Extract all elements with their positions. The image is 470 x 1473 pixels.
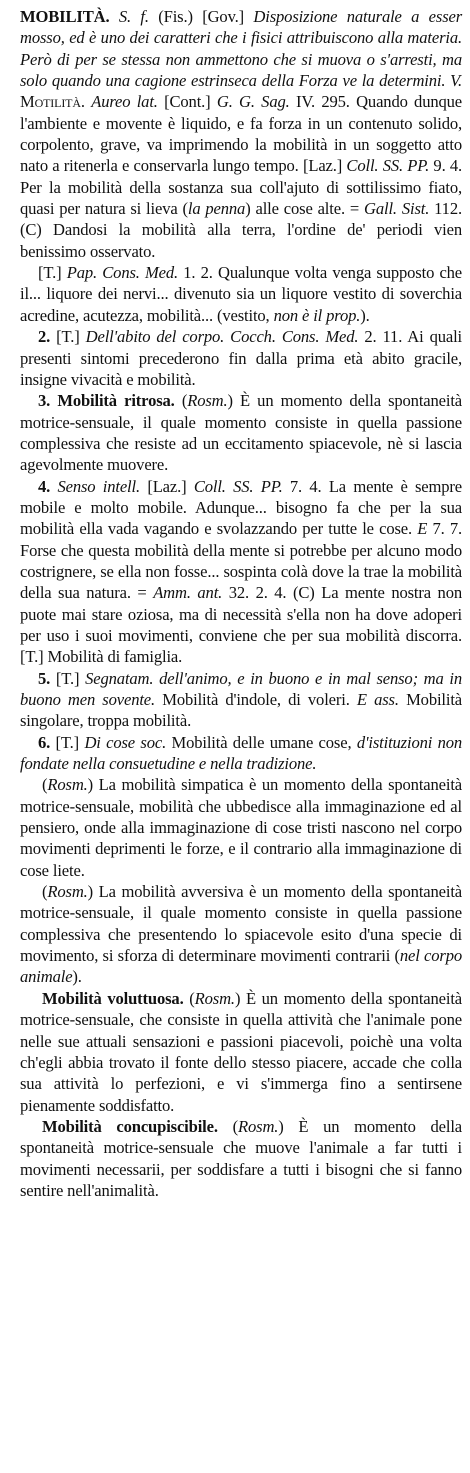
subentry-concupiscibile — [20, 1116, 462, 1201]
sense-label: Senso intell. — [57, 476, 140, 496]
entry-paragraph — [20, 881, 462, 988]
citation-tag: [Laz.] — [147, 476, 187, 496]
citation-text: 32. 2. 4. (C) La mente nostra non puote mai stare oziosa, ma di necessità s'ella non ha dove adoperi per uso i suoi movimenti, conviene che per sua mobilità discorra. [T.] Mobilità di famiglia. — [20, 583, 462, 667]
domain-tags: (Fis.) [Gov.] — [158, 7, 245, 26]
sense-label: E ass. — [356, 690, 399, 709]
citation-source: Rosm. — [187, 391, 228, 411]
citation-text: ( — [181, 391, 188, 411]
citation-text: Mobilità singolare, troppa mobilità. — [20, 690, 463, 731]
citation-source: Rosm. — [47, 882, 88, 902]
citation-text: Mobilità delle umane cose, — [171, 732, 352, 752]
sense-number: 5. — [38, 668, 51, 688]
citation-source: Rosm. — [194, 988, 235, 1008]
sense-4 — [20, 476, 462, 668]
citation-text: ( — [42, 775, 48, 795]
sense-label: Segnatam. dell'animo, e in buono e in mal senso; ma in buono men sovente. — [20, 668, 462, 709]
sense-label: Dell'abito del corpo. Cocch. Cons. Med. — [85, 327, 359, 347]
citation-text: ). — [360, 305, 370, 325]
entry-paragraph — [20, 262, 462, 326]
sense-number: 3. — [38, 391, 51, 411]
citation-source: E — [417, 519, 428, 539]
sense-6 — [20, 732, 462, 775]
citation-text: 7. 4. La mente è sempre mobile e molto mobile. Adunque... bisogno fa che per la sua mobilità ella vada vagando e svolazzando per tutte le cose. — [20, 476, 463, 539]
citation-tag: [T.] — [56, 327, 80, 347]
sense-number: 6. — [38, 732, 51, 752]
subentry-term: Mobilità ritrosa. — [57, 391, 175, 411]
citation-tag: [T.] — [55, 668, 80, 688]
citation-source: Coll. SS. PP. — [346, 156, 430, 176]
citation-text: ( — [42, 882, 48, 902]
sense-5 — [20, 668, 462, 732]
citation-text: 9. 4. Per la mobilità della sostanza sua coll'ajuto di sottilissimo fiato, quasi per natura si lieva ( — [20, 156, 463, 219]
definition-text: Disposizione naturale a esser mosso, ed è uno dei caratteri che i fisici attribuiscono alla materia. Però di per se stessa non ammettono che si muova o s'arresti, ma solo quando una cagione estrinseca della Forza ve la determini. V. — [20, 7, 463, 91]
citation-text: ) alle cose alte. = — [245, 199, 365, 219]
citation-tag: [T.] — [55, 732, 80, 752]
etymology-note: Aureo lat. — [91, 92, 158, 112]
gloss: nel corpo animale — [20, 946, 462, 987]
citation-source: G. G. Sag. — [216, 92, 290, 112]
citation-tag: [Cont.] — [164, 92, 211, 112]
citation-text: ) È un momento della spontaneità motrice-sensuale, il quale momento consiste in quella passione complessiva che resiste ad un eccitamento spiacevole, nè si lascia agevolmente muovere. — [20, 391, 462, 475]
citation-text: IV. 295. Quando dunque l'ambiente e movente è liquido, e fa forza in un contenuto solido, corpolento, grave, va imprimendo la mobilità in un soggetto atto nato a ritenerla e conservarla lungo tempo. [Laz.] — [20, 92, 463, 176]
entry-paragraph — [20, 774, 462, 881]
gloss: non è il prop. — [273, 305, 361, 325]
gloss: la penna — [187, 199, 246, 219]
grammar-tag: S. f. — [118, 7, 149, 26]
citation-text: ) È un momento della spontaneità motrice-sensuale che muove l'animale a far tutti i movimenti necessarii, per soddisfare a tutti i bisogni che si fanno sentire nell'animalità. — [20, 1116, 463, 1200]
sense-3 — [20, 390, 462, 475]
citation-source: Pap. Cons. Med. — [66, 263, 179, 283]
citation-text: Mobilità d'indole, di voleri. — [162, 690, 350, 709]
citation-text: 7. 7. Forse che questa mobilità della mente si potrebbe per alcuno modo costrignere, se ella non fosse... sospinta colà dove la trae la mobilità della sua natura. = — [20, 519, 463, 603]
citation-source: Amm. ant. — [153, 583, 223, 603]
subentry-term: Mobilità concupiscibile. — [42, 1116, 218, 1136]
citation-text: ). — [72, 967, 82, 987]
citation-text: ) È un momento della spontaneità motrice-sensuale, che consiste in quella attività che l'animale pone nelle sue attuali sensazioni e passioni piacevoli, poichè una volta ch'egli abbia trovato il fonte dello stesso piacere, accade che colla sua attività lo perfezioni, e vi s'immerga fino a sentirsene pienamente soddisfatto. — [20, 988, 463, 1115]
entry-definition — [20, 6, 462, 262]
citation-text: 112. (C) Dandosi la mobilità alla terra, l'ordine de' periodi vien benissimo osservato. — [20, 199, 462, 261]
citation-text: ( — [189, 988, 195, 1008]
citation-text: ( — [232, 1116, 238, 1136]
citation-text: 1. 2. Qualunque volta venga supposto che il... liquore dei nervi... divenuto sia un liquore vestito di soverchia acredine, acutezza, mobilità... (vestito, — [20, 263, 463, 325]
citation-source: Rosm. — [238, 1116, 279, 1136]
headword: MOBILITÀ. — [20, 7, 110, 26]
sense-label: Di cose soc. — [84, 732, 167, 752]
citation-text: ) La mobilità simpatica è un momento della spontaneità motrice-sensuale, mobilità che ubbedisce alla immaginazione ed al pensiero, onde alla immaginazione di cose tristi nascono nel corpo movimenti deprimenti le forze, e il contrario alla immaginazione di cose liete. — [20, 775, 462, 880]
citation-text: ) La mobilità avversiva è un momento della spontaneità motrice-sensuale, il quale momento consiste in quella passione complessiva che presentendo lo spiacevole esito d'una specie di movimento, si sforza di determinare movimenti contrarii ( — [20, 882, 462, 966]
citation-tag: [T.] — [38, 263, 62, 283]
subentry-voluttuosa — [20, 988, 462, 1116]
citation-source: Coll. SS. PP. — [193, 476, 283, 496]
sense-2 — [20, 326, 462, 390]
citation-text: 2. 11. Ai quali presenti sintomi precederono fin dalla prima età abito gracile, insigne vivacità e mobilità. — [20, 327, 462, 389]
cross-reference: Motilità. — [20, 92, 85, 112]
citation-source: Gall. Sist. — [364, 199, 430, 219]
subentry-term: Mobilità voluttuosa. — [42, 988, 184, 1008]
sense-number: 2. — [38, 327, 51, 347]
sense-label: d'istituzioni non fondate nella consuetudine e nella tradizione. — [20, 732, 463, 774]
citation-source: Rosm. — [47, 775, 88, 795]
sense-number: 4. — [38, 476, 51, 496]
